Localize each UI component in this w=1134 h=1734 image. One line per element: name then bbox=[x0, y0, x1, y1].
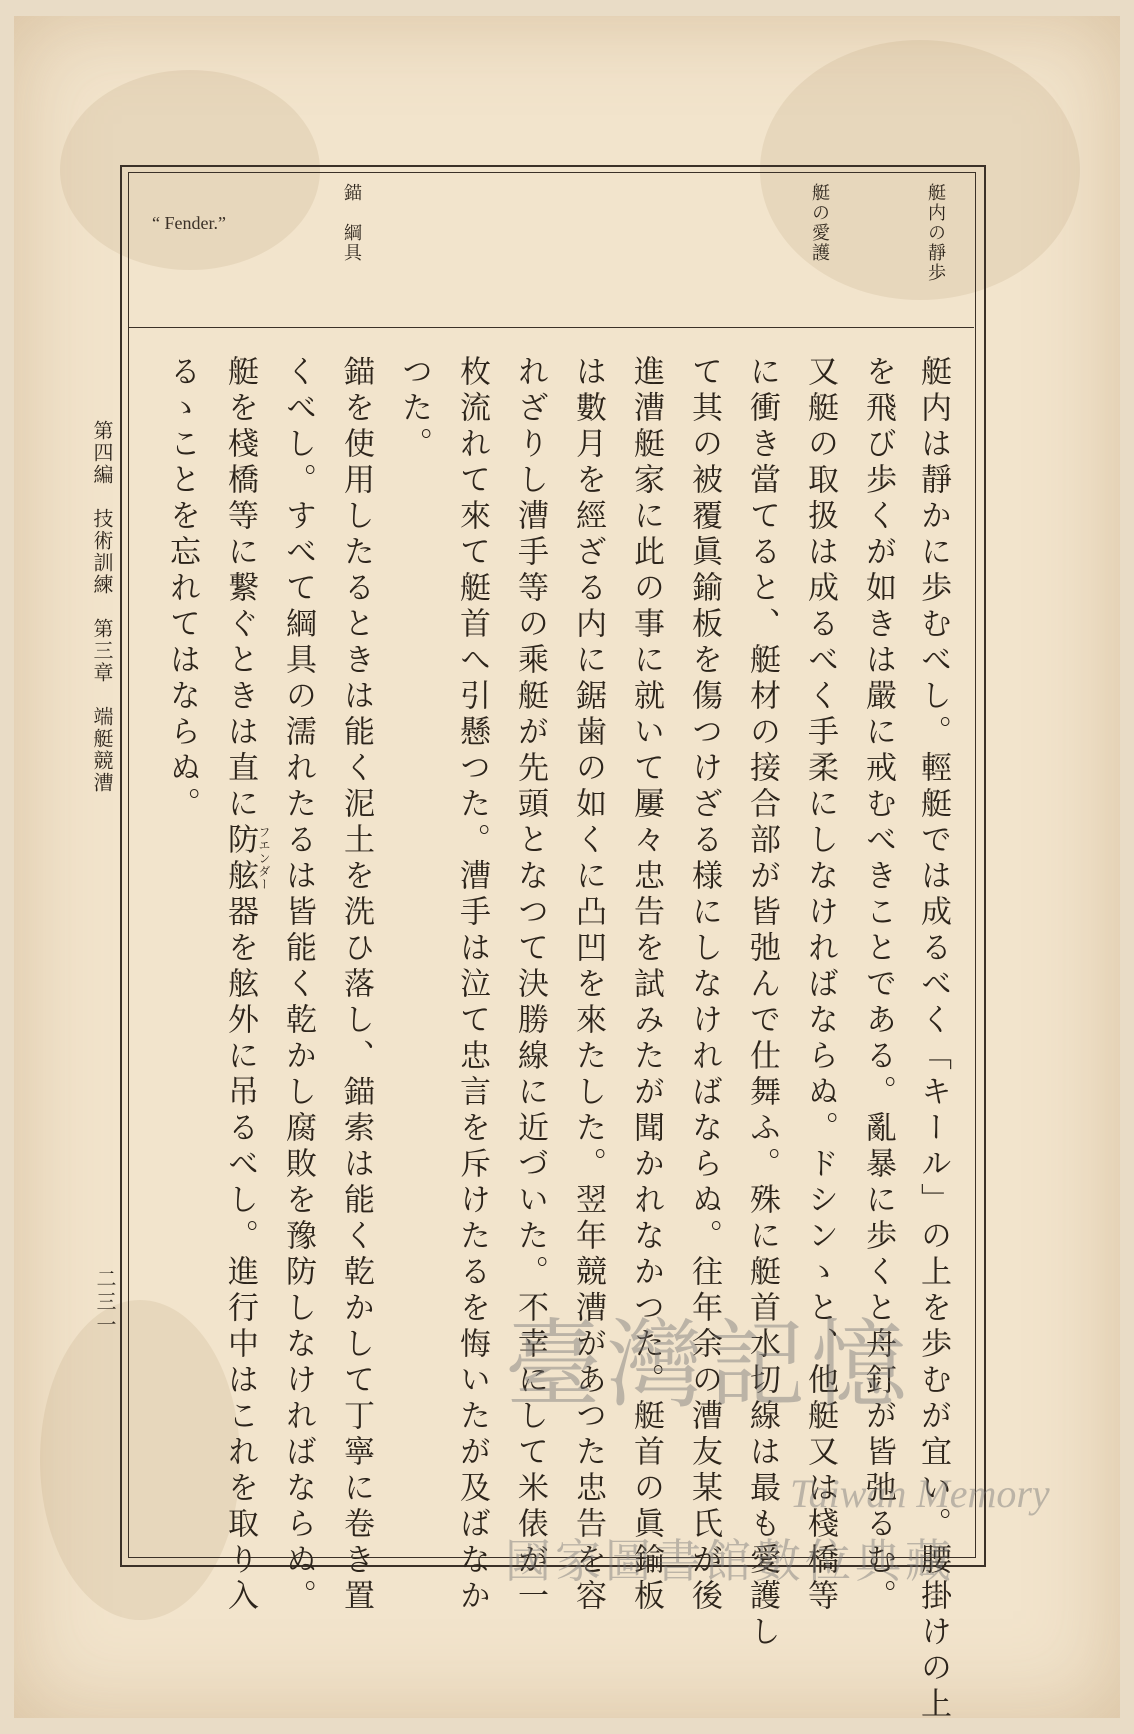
watermark-title: 臺灣記憶 bbox=[505, 1309, 913, 1421]
body-column: を飛び歩くが如きは嚴に戒むべきことである。亂暴に歩くと舟釘が皆弛るむ。 bbox=[860, 355, 896, 1615]
watermark-subtitle: 國家圖書館數位典藏 bbox=[505, 1534, 955, 1588]
body-column: つた。 bbox=[396, 355, 432, 463]
header-separator bbox=[128, 327, 974, 328]
body-column: 進漕艇家に此の事に就いて屢々忠告を試みたが聞かれなかつた。艇首の眞鍮板 bbox=[628, 355, 664, 1615]
marginal-note: 艇内の靜歩 bbox=[925, 183, 946, 283]
body-column: 艇内は靜かに歩むべし。輕艇では成るべく「キール」の上を歩むが宜い。腰掛けの上 bbox=[915, 355, 951, 1723]
body-column: て其の被覆眞鍮板を傷つけざる様にしなければならぬ。往年余の漕友某氏が後 bbox=[686, 355, 722, 1615]
marginal-note: 錨 綱具 bbox=[341, 183, 362, 263]
body-column: れざりし漕手等の乘艇が先頭となつて決勝線に近づいた。不幸にして米俵が一 bbox=[512, 355, 548, 1615]
body-column: は數月を經ざる内に鋸歯の如くに凸凹を來たした。翌年競漕があつた忠告を容 bbox=[570, 355, 606, 1615]
fender-label: “ Fender.” bbox=[152, 213, 226, 233]
watermark-english: Taiwan Memory bbox=[790, 1471, 1050, 1516]
running-head: 第四編 技術訓練 第三章 端艇競漕 bbox=[90, 420, 114, 794]
body-column: くべし。すべて綱具の濡れたるは皆能く乾かし腐敗を豫防しなければならぬ。 bbox=[280, 355, 316, 1615]
marginal-note: 艇の愛護 bbox=[809, 183, 830, 263]
body-column: 錨を使用したるときは能く泥土を洗ひ落し、錨索は能く乾かして丁寧に卷き置 bbox=[338, 355, 374, 1615]
body-column: に衝き當てると、艇材の接合部が皆弛んで仕舞ふ。殊に艇首水切線は最も愛護し bbox=[744, 355, 780, 1651]
watermark bbox=[505, 1310, 1065, 1610]
body-column: 艇を棧橋等に繋ぐときは直に防舷器を舷外に吊るべし。進行中はこれを取り入 bbox=[222, 355, 258, 1615]
body-column: るゝことを忘れてはならぬ。 bbox=[164, 355, 200, 823]
furigana: フエンダー bbox=[257, 826, 271, 891]
page-number: 二三一 bbox=[93, 1268, 117, 1337]
body-column: 枚流れて來て艇首へ引懸つた。漕手は泣て忠言を斥けたるを悔いたが及ばなか bbox=[454, 355, 490, 1615]
body-column: 又艇の取扱は成るべく手柔にしなければならぬ。ドシンゝと、他艇又は棧橋等 bbox=[802, 355, 838, 1615]
